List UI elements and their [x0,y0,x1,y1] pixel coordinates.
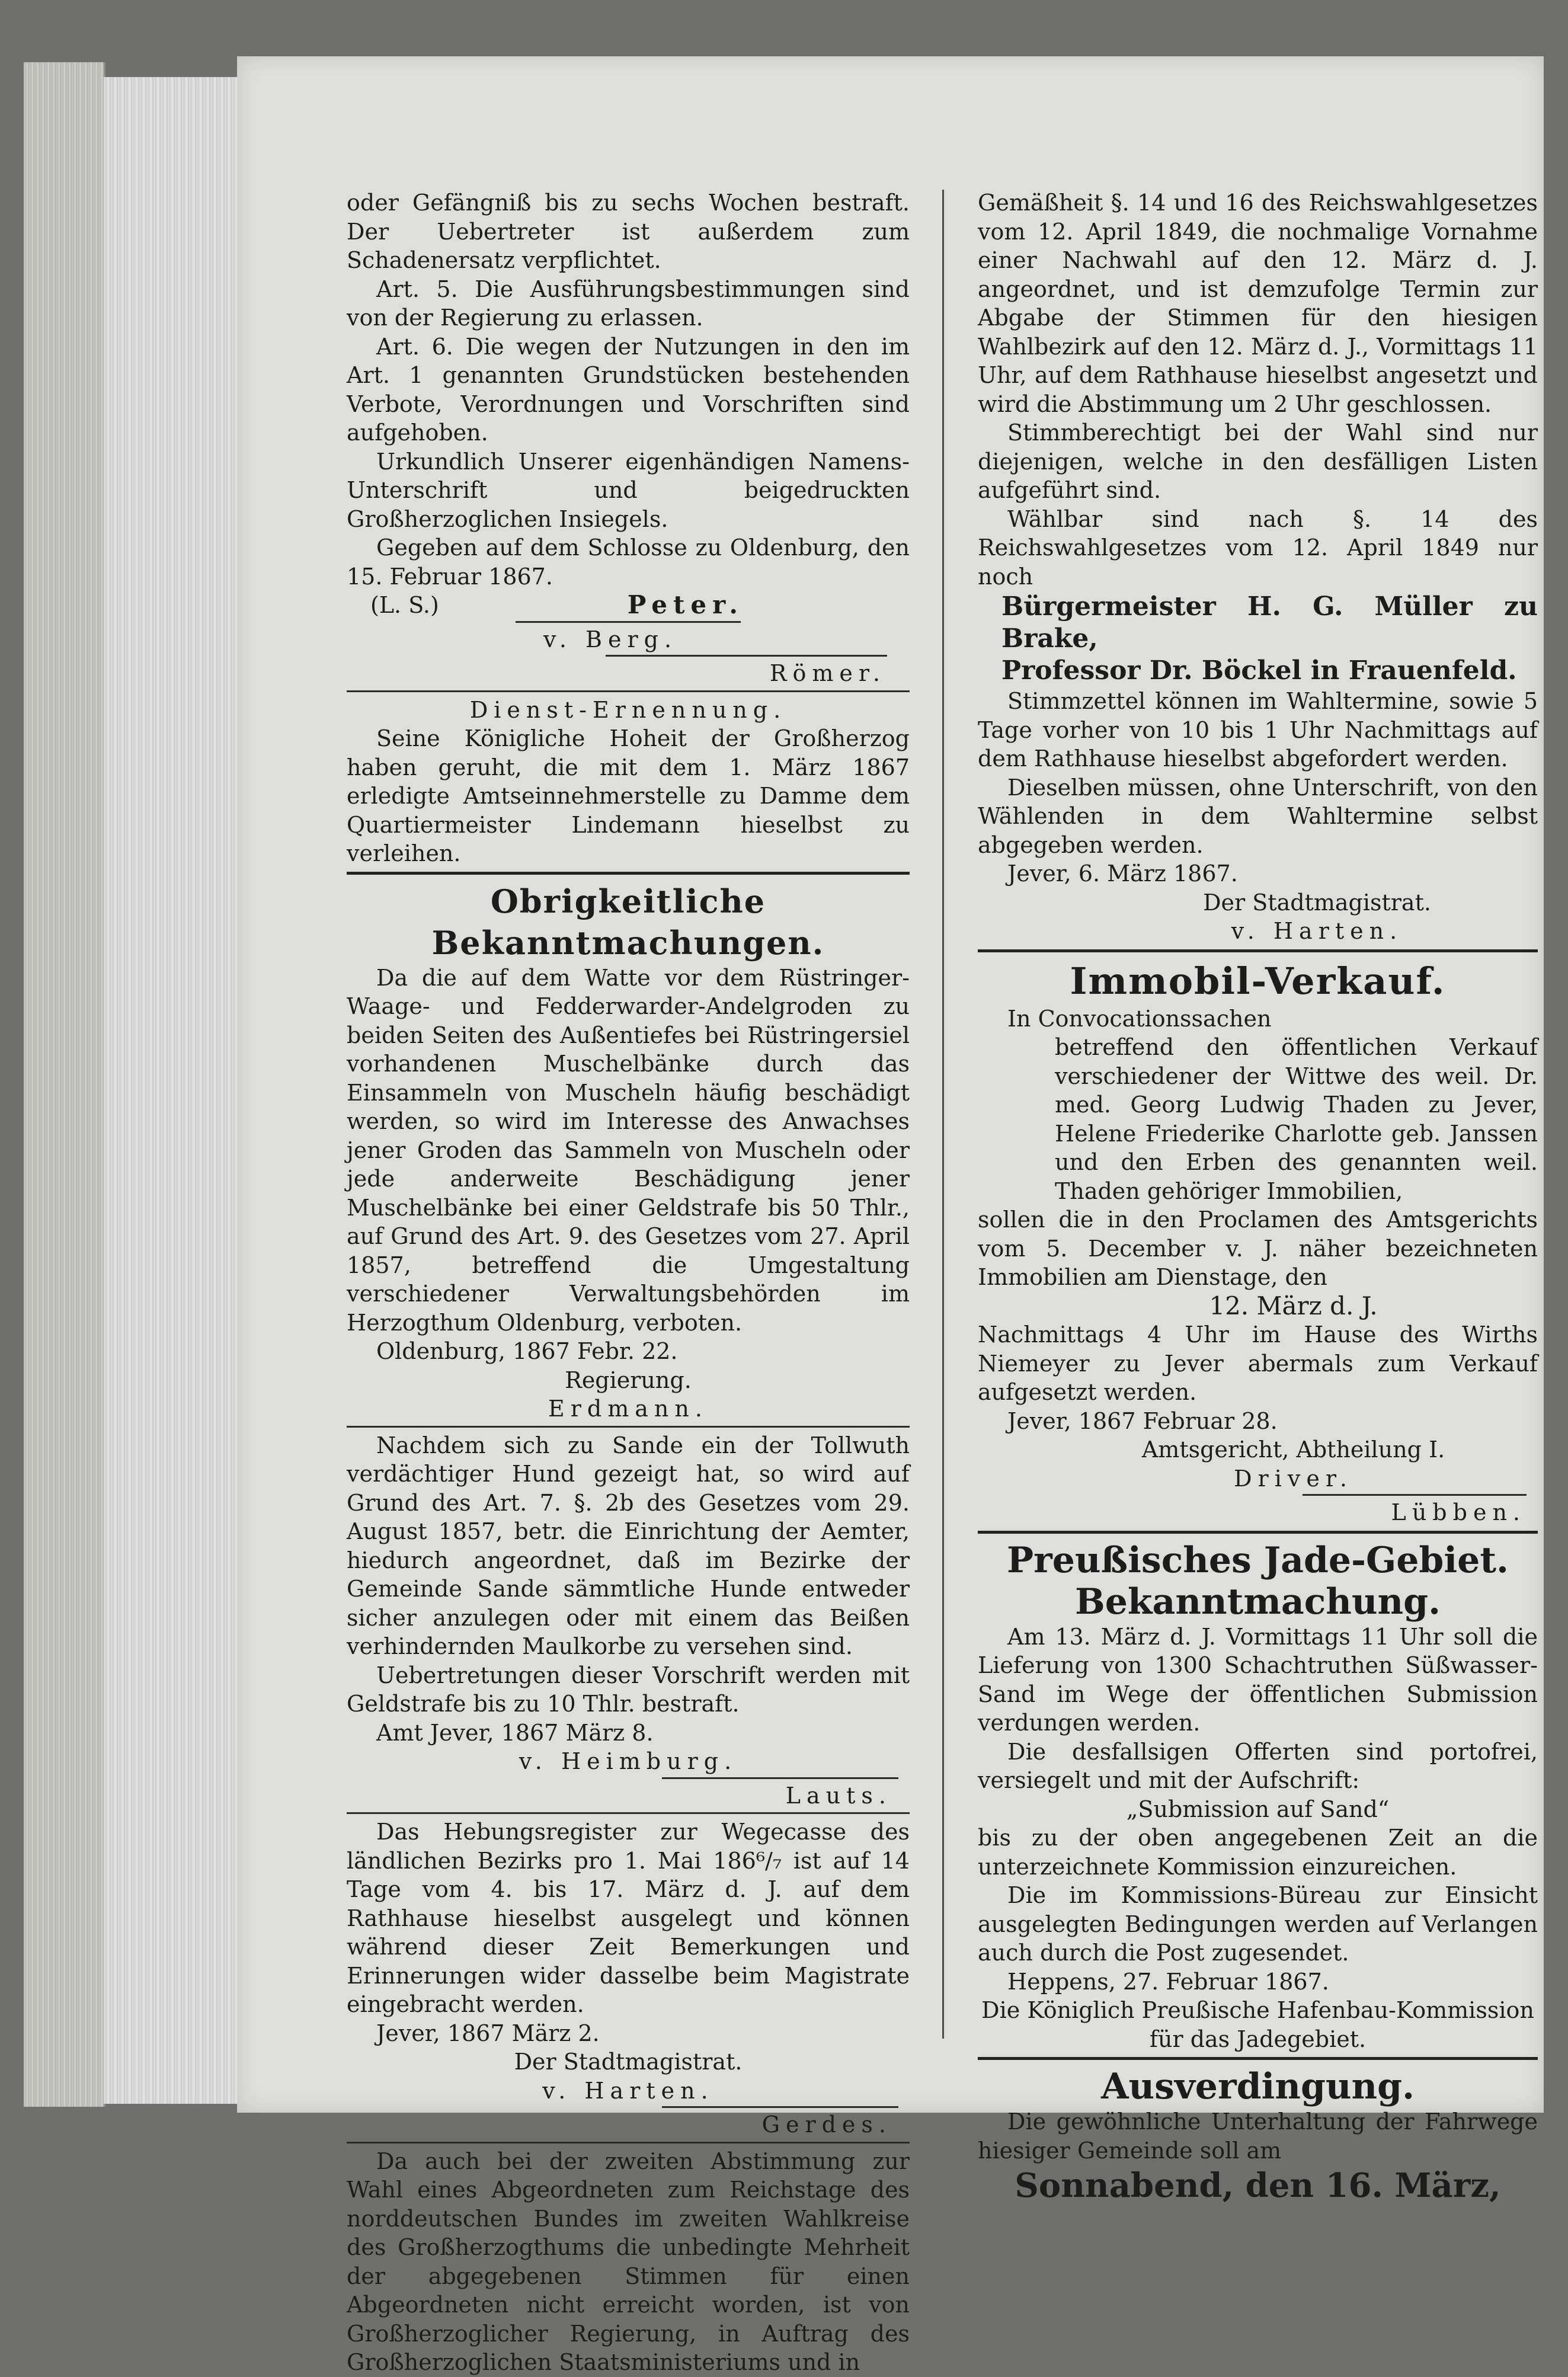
page-edges [104,77,240,2104]
signature-rule [662,1777,898,1779]
jade-offerten: Die desfallsigen Offerten sind portofrei, versiegelt und mit der Aufschrift: [978,1738,1538,1793]
dateline: Amt Jever, 1867 März 8. [376,1719,654,1746]
section-rule [347,872,910,875]
dateline: Jever, 1867 März 2. [376,2020,600,2046]
ausverdingung-date: Sonnabend, den 16. März, [1015,2166,1501,2205]
institution: Der Stadtmagistrat. [514,2049,743,2075]
section-rule [347,1426,910,1428]
signature-rule [662,2106,898,2108]
obrigkeitliche-heading: Obrigkeitliche Bekanntmachungen. [431,882,825,962]
tollwuth-text: Nachdem sich zu Sande ein der Tollwuth verdächtiger Hund gezeigt hat, so wird auf Grund des Art. 7. §. 2b des Gesetzes vom 29. August 1857, betr. die Einrichtung der Aemter, hiedurch angeordnet, daß im Bezirke der Gemeinde Sande sämmtliche Hunde entweder sicher anzulegen oder mit einem das Beißen verhindernden Maulkorbe zu versehen sind. [347,1432,910,1659]
institution: Die Königlich Preußische Hafenbau-Kommission [981,1997,1534,2023]
paragraph: oder Gefängniß bis zu sechs Wochen bestraft. Der Uebertreter ist außerdem zum Schadenersatz verpflichtet. [347,190,910,273]
seal-mark: (L. S.) [370,592,439,618]
candidate-1: Bürgermeister H. G. Müller zu Brake, [1001,591,1538,654]
stimmzettel: Stimmzettel können im Wahltermine, sowie 5 Tage vorher von 10 bis 1 Uhr Nachmittags auf dem Rathhause hieselbst abgefordert werden. [978,688,1538,772]
immobil-heading: Immobil-Verkauf. [1070,959,1446,1003]
signature-harten: v. Harten. [1231,918,1403,944]
section-rule [347,1812,910,1814]
hebung-text: Das Hebungsregister zur Wegecasse des ländlichen Bezirks pro 1. Mai 186⁶/₇ ist auf 14 Tage vom 4. bis 17. März d. J. auf dem Rathhause hieselbst ausgelegt und können während dieser Zeit Bemerkungen und Erinnerungen wider dasselbe beim Magistrate eingebracht werden. [347,1819,910,2017]
section-rule [347,690,910,692]
institution: Amtsgericht, Abtheilung I. [1141,1437,1445,1463]
dateline: Gegeben auf dem Schlosse zu Oldenburg, den 15. Februar 1867. [347,535,910,590]
article-5: Art. 5. Die Ausführungsbestimmungen sind von der Regierung zu erlassen. [347,276,910,331]
paragraph: Urkundlich Unserer eigenhändigen Namens-Unterschrift und beigedruckten Großherzoglichen Insiegels. [347,448,910,532]
section-rule [978,1531,1538,1534]
immobil-intro: In Convocationssachen [1007,1005,1272,1032]
jade-deadline: bis zu der oben angegebenen Zeit an die unterzeichnete Kommission einzureichen. [978,1825,1538,1880]
immobil-date: 12. März d. J. [1209,1291,1378,1320]
column-divider [942,190,944,2039]
wahl-continued: Gemäßheit §. 14 und 16 des Reichswahlgesetzes vom 12. April 1849, die nochmalige Vornahme einer Nachwahl auf den 12. März d. J. angeordnet, und ist demzufolge Termin zur Abgabe der Stimmen für den hiesigen Wahlbezirk auf den 12. März d. J., Vormittags 11 Uhr, auf dem Rathhause hieselbst angesetzt und wird die Abstimmung um 2 Uhr geschlossen. [978,190,1538,417]
signature-rule [606,655,887,657]
jade-heading: Preußisches Jade-Gebiet. [1007,1539,1509,1581]
jade-bedingungen: Die im Kommissions-Büreau zur Einsicht ausgelegten Bedingungen werden auf Verlangen auch durch die Post zugesendet. [978,1882,1538,1966]
institution: Der Stadtmagistrat. [1203,889,1431,916]
bekanntmachung-heading: Bekanntmachung. [1075,1581,1441,1623]
section-rule [347,2142,910,2144]
left-column [347,188,910,2377]
signature-berg: v. Berg. [543,626,678,652]
institution: für das Jadegebiet. [1149,2026,1367,2052]
signature-harten: v. Harten. [542,2077,714,2104]
signature-lauts: Lauts. [785,1782,892,1809]
ausverdingung-heading: Ausverdingung. [1100,2066,1415,2107]
book-binding [24,62,105,2107]
immobil-text: sollen die in den Proclamen des Amtsgerichts vom 5. December v. J. näher bezeichneten Immobilien am Dienstage, den [978,1207,1538,1290]
section-rule [978,949,1538,952]
signature-luebben: Lübben. [1391,1499,1526,1525]
muschel-text: Da die auf dem Watte vor dem Rüstringer-Waage- und Fedderwarder-Andelgroden zu beiden Seiten des Außentiefes bei Rüstringersiel vorhandenen Muschelbänke durch das Einsammeln von Muscheln häufig beschädigt werden, so wird im Interesse des Anwachses jener Groden das Sammeln von Muscheln oder jede anderweite Beschädigung jener Muschelbänke bei einer Geldstrafe bis 50 Thlr., auf Grund des Art. 9. des Gesetzes vom 27. April 1857, betreffend die Umgestaltung verschiedener Verwaltungsbehörden im Herzogthum Oldenburg, verboten. [347,964,910,1336]
dateline: Jever, 1867 Februar 28. [1007,1407,1278,1434]
right-column [978,188,1538,2206]
signature-block [347,591,910,620]
dateline: Jever, 6. März 1867. [1007,860,1238,887]
article-6: Art. 6. Die wegen der Nutzungen in den im Art. 1 genannten Grundstücken bestehenden Verbote, Verordnungen und Vorschriften sind aufgehoben. [347,333,910,446]
dateline: Heppens, 27. Februar 1867. [1007,1968,1329,1995]
immobil-text-2: Nachmittags 4 Uhr im Hause des Wirths Niemeyer zu Jever abermals zum Verkauf aufgesetzt werden. [978,1322,1538,1405]
wahl-text: Da auch bei der zweiten Abstimmung zur Wahl eines Abgeordneten zum Reichstage des norddeutschen Bundes im zweiten Wahlkreise des Großherzogthums die unbedingte Mehrheit der abgegebenen Stimmen für einen Abgeordneten nicht erreicht worden, ist von Großherzoglicher Regierung, in Auftrag des Großherzoglichen Staatsministeriums und in [347,2148,910,2375]
dienst-text: Seine Königliche Hoheit der Großherzog haben geruht, die mit dem 1. März 1867 erledigte Amtseinnehmerstelle zu Damme dem Quartiermeister Lindemann hieselbst zu verleihen. [347,725,910,866]
tollwuth-penalty: Uebertretungen dieser Vorschrift werden mit Geldstrafe bis zu 10 Thlr. bestraft. [347,1662,910,1717]
jade-quote: „Submission auf Sand“ [1126,1796,1390,1822]
ausverdingung-text: Die gewöhnliche Unterhaltung der Fahrwege hiesiger Gemeinde soll am [978,2109,1538,2164]
signature-roemer: Römer. [769,660,886,686]
signature-rule [516,621,741,623]
candidate-2: Professor Dr. Böckel in Frauenfeld. [1001,655,1517,686]
signature-heimburg: v. Heimburg. [519,1748,738,1774]
signature-rule [1303,1494,1527,1496]
dateline: Oldenburg, 1867 Febr. 22. [376,1338,678,1364]
signature-peter: Peter. [627,590,744,619]
jade-text: Am 13. März d. J. Vormittags 11 Uhr soll die Lieferung von 1300 Schachtruthen Süßwasser-Sand im Wege der öffentlichen Submission verdungen werden. [978,1623,1538,1736]
section-rule [978,2057,1538,2060]
stimmberechtigt: Stimmberechtigt bei der Wahl sind nur diejenigen, welche in den desfälligen Listen aufgeführt sind. [978,420,1538,503]
dieselben: Dieselben müssen, ohne Unterschrift, von den Wählenden in dem Wahltermine selbst abgegeben werden. [978,774,1538,858]
institution: Regierung. [565,1367,692,1393]
signature-gerdes: Gerdes. [761,2112,892,2138]
signature-driver: Driver. [1234,1465,1353,1492]
waehlbar: Wählbar sind nach §. 14 des Reichswahlgesetzes vom 12. April 1849 nur noch [978,506,1538,590]
dienst-heading: Dienst-Ernennung. [469,696,787,723]
immobil-subject: betreffend den öffentlichen Verkauf verschiedener der Wittwe des weil. Dr. med. Georg Ludwig Thaden zu Jever, Helene Friederike Charlotte geb. Janssen und den Erben des genannten weil. Thaden gehöriger Immobilien, [1055,1034,1538,1204]
signature-erdmann: Erdmann. [548,1396,708,1422]
